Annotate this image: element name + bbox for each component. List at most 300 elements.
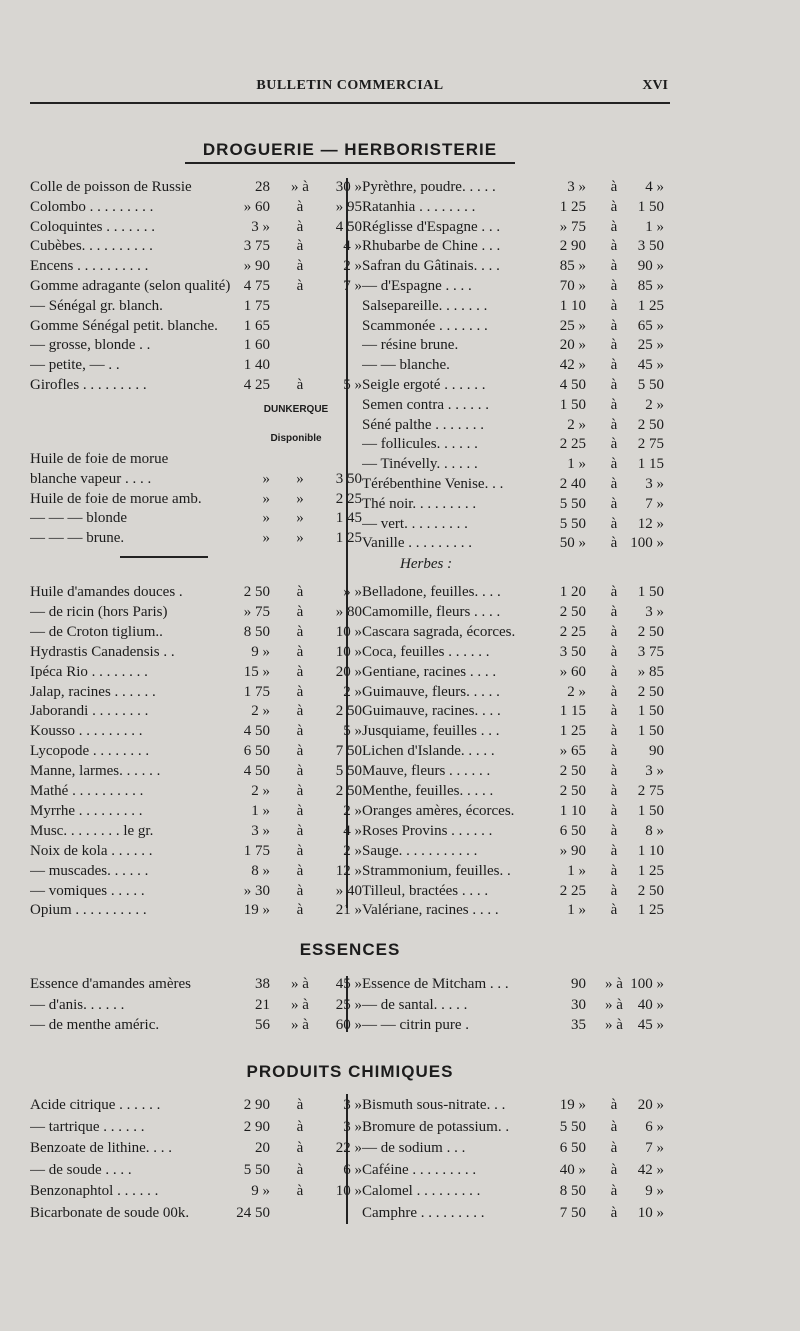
price-low: 9 » [251, 1183, 270, 1199]
price-low: 7 50 [559, 1204, 586, 1221]
price-row [30, 316, 340, 336]
price-high: » 95 [335, 198, 362, 215]
price-low: 2 25 [559, 882, 586, 899]
price-separator: à [296, 258, 304, 275]
price-low: » [262, 470, 270, 487]
price-low: 25 » [559, 317, 586, 334]
item-name: — résine brune. [362, 337, 459, 354]
item-name: Coloquintes . . . . . . . [30, 218, 156, 235]
price-high: 20 » [637, 1097, 664, 1113]
price-row [30, 861, 362, 881]
price-low: 3 » [251, 218, 270, 235]
price-row [362, 841, 672, 861]
price-row [362, 514, 672, 534]
price-high: 2 50 [637, 623, 664, 640]
item-name: Calomel . . . . . . . . . [362, 1183, 481, 1199]
price-row [30, 177, 362, 197]
price-row [362, 236, 672, 256]
price-low: 8 50 [243, 623, 270, 640]
price-separator: à [296, 683, 304, 700]
price-low: 1 25 [559, 723, 586, 740]
price-high: 3 50 [637, 238, 664, 255]
item-name: — de sodium . . . [362, 1140, 466, 1156]
price-high: 4 » [343, 238, 362, 255]
price-row [362, 1181, 672, 1201]
price-high: 4 » [343, 822, 362, 839]
item-name: Mauve, fleurs . . . . . . [362, 763, 491, 780]
price-low: 4 50 [243, 763, 270, 780]
item-name: — vomiques . . . . . [30, 882, 145, 899]
price-high: 45 » [637, 1017, 664, 1033]
item-name: Hydrastis Canadensis . . [30, 643, 175, 660]
price-low: » 30 [243, 882, 270, 899]
price-high: 10 » [335, 643, 362, 660]
price-separator: à [610, 238, 618, 255]
price-low: 1 25 [559, 198, 586, 215]
item-name: Tilleul, bractées . . . . [362, 882, 489, 899]
item-name: Ratanhia . . . . . . . . [362, 198, 476, 215]
price-high: 2 50 [335, 703, 362, 720]
price-low: 3 75 [243, 238, 270, 255]
price-row [362, 1138, 672, 1158]
item-name: — grosse, blonde . . [30, 337, 151, 354]
item-name: Girofles . . . . . . . . . [30, 377, 147, 393]
price-row [362, 801, 672, 821]
price-row [362, 454, 672, 474]
item-name: Jusquiame, feuilles . . . [362, 723, 500, 740]
price-low: 2 50 [559, 783, 586, 799]
price-separator: » à [605, 996, 623, 1013]
price-low: 6 50 [559, 822, 586, 839]
price-row [30, 682, 362, 702]
price-row [362, 900, 672, 920]
price-high: 12 » [335, 862, 362, 879]
section-rule [120, 556, 208, 558]
price-high: 5 » [343, 377, 362, 393]
price-separator: à [296, 1161, 304, 1178]
price-high: 2 75 [637, 783, 664, 799]
price-separator: à [296, 763, 304, 780]
item-name: Essence de Mitcham . . . [362, 976, 509, 992]
item-name: — Tinévelly. . . . . . [362, 456, 478, 473]
price-row [30, 1181, 362, 1201]
price-separator: à [296, 822, 304, 839]
item-name: — — blanche. [362, 357, 450, 374]
price-high: 45 » [637, 357, 664, 374]
price-low: 2 » [567, 416, 586, 433]
item-name: Jalap, racines . . . . . . [30, 683, 156, 700]
item-name: Ipéca Rio . . . . . . . . [30, 663, 148, 680]
price-high: 7 » [645, 1140, 664, 1156]
price-low: 1 20 [559, 584, 586, 600]
price-row [362, 296, 672, 316]
price-row [362, 761, 672, 781]
price-low: » [262, 490, 270, 507]
price-separator: à [296, 842, 304, 859]
price-row [362, 1095, 672, 1115]
price-separator: » à [291, 976, 309, 992]
price-low: 19 » [559, 1097, 586, 1113]
price-row [362, 1203, 672, 1223]
price-low: 20 » [559, 337, 586, 354]
item-name: — vert. . . . . . . . . [362, 515, 468, 532]
price-row [362, 276, 672, 296]
price-low: 5 50 [559, 1118, 586, 1135]
price-row [362, 316, 672, 336]
price-low: 8 50 [559, 1183, 586, 1199]
price-high: 1 50 [637, 584, 664, 600]
price-separator: à [610, 862, 618, 879]
price-high: 3 » [645, 763, 664, 780]
item-name: — Sénégal gr. blanch. [30, 297, 163, 314]
price-low: » [262, 510, 270, 527]
item-name: Benzoate de lithine. . . . [30, 1140, 173, 1156]
price-row [30, 375, 362, 395]
item-name: Huile d'amandes douces . [30, 584, 183, 600]
price-high: 1 50 [637, 198, 664, 215]
price-low: 90 [571, 976, 586, 992]
price-low: 1 15 [559, 703, 586, 720]
price-separator: à [610, 476, 618, 492]
item-name: Rhubarbe de Chine . . . [362, 238, 501, 255]
price-high: 65 » [637, 317, 664, 334]
price-separator: » à [291, 1017, 309, 1033]
item-name: Menthe, feuilles. . . . . [362, 783, 494, 799]
item-name: — de ricin (hors Paris) [30, 603, 168, 620]
price-separator: à [610, 377, 618, 393]
price-separator: à [296, 1118, 304, 1135]
price-separator: à [296, 802, 304, 819]
price-high: 1 25 [335, 530, 362, 547]
price-high: 1 » [645, 218, 664, 235]
price-low: 6 50 [559, 1140, 586, 1156]
price-separator: à [610, 278, 618, 294]
price-low: 1 » [567, 862, 586, 879]
price-low: 9 » [251, 643, 270, 660]
price-row [30, 449, 340, 469]
price-low: 1 75 [243, 297, 270, 314]
price-high: 7 » [645, 495, 664, 512]
price-low: 2 » [251, 783, 270, 799]
price-row [30, 821, 362, 841]
price-separator: » à [291, 996, 309, 1013]
price-high: 7 » [343, 278, 362, 294]
price-row [30, 1138, 362, 1158]
price-high: 1 50 [637, 703, 664, 720]
price-row [30, 256, 362, 276]
price-low: 2 » [251, 703, 270, 720]
item-name: Roses Provins . . . . . . [362, 822, 493, 839]
item-name: Colombo . . . . . . . . . [30, 198, 154, 215]
price-separator: » [296, 510, 304, 527]
price-low: 2 90 [559, 238, 586, 255]
price-row [30, 528, 362, 548]
price-row [362, 741, 672, 761]
price-separator: à [296, 623, 304, 640]
price-separator: à [296, 743, 304, 760]
price-high: 1 50 [637, 802, 664, 819]
item-name: — de santal. . . . . [362, 996, 468, 1013]
price-low: 38 [255, 976, 270, 992]
item-name: Encens . . . . . . . . . . [30, 258, 149, 275]
price-high: 10 » [335, 623, 362, 640]
price-high: 90 [649, 743, 664, 760]
price-row [30, 1015, 362, 1035]
item-name: Bismuth sous-nitrate. . . [362, 1097, 506, 1113]
price-row [30, 1203, 340, 1223]
item-name: Valériane, racines . . . . [362, 902, 499, 919]
price-high: 2 75 [637, 436, 664, 453]
price-low: 50 » [559, 535, 586, 552]
price-separator: à [610, 1161, 618, 1178]
item-name: Oranges amères, écorces. [362, 802, 515, 819]
price-low: 2 50 [243, 584, 270, 600]
price-separator: à [610, 584, 618, 600]
price-row [362, 474, 672, 494]
item-name: Séné palthe . . . . . . . [362, 416, 485, 433]
price-high: 21 » [335, 902, 362, 919]
price-low: 3 » [251, 822, 270, 839]
price-separator: à [296, 198, 304, 215]
price-high: » 40 [335, 882, 362, 899]
price-row [30, 741, 362, 761]
price-low: 8 » [251, 862, 270, 879]
price-row [362, 1015, 672, 1035]
price-row [362, 881, 672, 901]
price-low: 4 25 [243, 377, 270, 393]
price-low: 30 [571, 996, 586, 1013]
price-high: 40 » [637, 996, 664, 1013]
price-high: 5 » [343, 723, 362, 740]
item-name: Salsepareille. . . . . . . [362, 297, 488, 314]
price-high: 2 » [343, 258, 362, 275]
price-low: 1 10 [559, 297, 586, 314]
item-name: Mathé . . . . . . . . . . [30, 783, 144, 799]
price-row [30, 582, 362, 602]
price-separator: à [296, 218, 304, 235]
item-name: Gentiane, racines . . . . [362, 663, 497, 680]
price-low: 1 » [567, 902, 586, 919]
price-separator: à [610, 1140, 618, 1156]
price-row [362, 395, 672, 415]
price-separator: à [610, 603, 618, 620]
price-low: 1 » [251, 802, 270, 819]
price-high: 2 25 [335, 490, 362, 507]
item-name: — muscades. . . . . . [30, 862, 149, 879]
price-separator: à [610, 297, 618, 314]
item-name: Vanille . . . . . . . . . [362, 535, 472, 552]
price-low: » 75 [559, 218, 586, 235]
item-name: Colle de poisson de Russie [30, 179, 192, 195]
item-name: — — — brune. [30, 530, 125, 547]
price-separator: à [610, 179, 618, 195]
price-low: 5 50 [559, 495, 586, 512]
price-separator: à [610, 1097, 618, 1113]
price-separator: à [610, 703, 618, 720]
price-separator: » [296, 470, 304, 487]
price-row [362, 434, 672, 454]
price-row [30, 236, 362, 256]
price-high: 6 » [343, 1161, 362, 1178]
price-row [30, 761, 362, 781]
price-high: 3 75 [637, 643, 664, 660]
item-name: Caféine . . . . . . . . . [362, 1161, 477, 1178]
price-row [30, 974, 362, 994]
price-low: 2 50 [559, 763, 586, 780]
item-name: — follicules. . . . . . [362, 436, 478, 453]
item-name: Noix de kola . . . . . . [30, 842, 153, 859]
price-separator: à [610, 535, 618, 552]
price-row [30, 217, 362, 237]
price-low: 3 » [567, 179, 586, 195]
price-high: 3 50 [335, 470, 362, 487]
price-low: 2 50 [559, 603, 586, 620]
price-row [362, 662, 672, 682]
section-title-produits-chimiques: PRODUITS CHIMIQUES [246, 1062, 454, 1081]
item-name: Thé noir. . . . . . . . . [362, 495, 477, 512]
item-name: Huile de foie de morue amb. [30, 490, 202, 507]
price-separator: à [610, 456, 618, 473]
price-row [30, 355, 340, 375]
price-row [30, 900, 362, 920]
price-separator: à [610, 218, 618, 235]
price-row [30, 801, 362, 821]
item-name: Safran du Gâtinais. . . . [362, 258, 500, 275]
price-row [30, 197, 362, 217]
price-low: 35 [571, 1017, 586, 1033]
price-low: 5 50 [243, 1161, 270, 1178]
price-row [362, 701, 672, 721]
price-separator: à [610, 763, 618, 780]
price-high: 60 » [335, 1017, 362, 1033]
price-row [30, 276, 362, 296]
price-row [362, 335, 672, 355]
price-separator: à [610, 663, 618, 680]
bulletin-title: BULLETIN COMMERCIAL [256, 78, 444, 93]
price-low: 40 » [559, 1161, 586, 1178]
price-row [362, 494, 672, 514]
item-name: Bromure de potassium. . [362, 1118, 510, 1135]
item-name: Essence d'amandes amères [30, 976, 191, 992]
price-low: 19 » [243, 902, 270, 919]
price-low: » [262, 530, 270, 547]
item-name: Camphre . . . . . . . . . [362, 1204, 485, 1221]
price-high: 90 » [637, 258, 664, 275]
price-separator: à [296, 1140, 304, 1156]
price-separator: à [296, 643, 304, 660]
price-row [362, 415, 672, 435]
price-separator: à [610, 198, 618, 215]
price-row [362, 821, 672, 841]
price-row [362, 781, 672, 801]
dunkerque-label: DUNKERQUE [263, 404, 329, 415]
price-separator: » [296, 490, 304, 507]
price-high: » 85 [637, 663, 664, 680]
price-separator: à [610, 396, 618, 413]
item-name: Scammonée . . . . . . . [362, 317, 488, 334]
item-name: Cubèbes. . . . . . . . . . [30, 238, 153, 255]
price-row [30, 841, 362, 861]
price-row [30, 642, 362, 662]
item-name: — — citrin pure . [362, 1017, 470, 1033]
price-separator: à [296, 783, 304, 799]
item-name: Semen contra . . . . . . [362, 396, 490, 413]
price-separator: à [610, 515, 618, 532]
price-low: 21 [255, 996, 270, 1013]
item-name: — petite, — . . [30, 357, 120, 374]
price-row [362, 355, 672, 375]
price-row [362, 995, 672, 1015]
price-high: 85 » [637, 278, 664, 294]
price-low: 85 » [559, 258, 586, 275]
price-separator: à [610, 902, 618, 919]
price-row [362, 375, 672, 395]
item-name: — de soude . . . . [30, 1161, 132, 1178]
price-separator: à [610, 357, 618, 374]
price-low: 28 [255, 179, 270, 195]
price-low: 56 [255, 1017, 270, 1033]
price-separator: à [296, 902, 304, 919]
price-low: 2 90 [243, 1097, 270, 1113]
price-separator: » à [605, 976, 623, 992]
section-title-droguerie: DROGUERIE — HERBORISTERIE [202, 140, 498, 159]
item-name: Guimauve, racines. . . . [362, 703, 501, 720]
price-row [30, 881, 362, 901]
price-row [362, 533, 672, 553]
price-separator: à [610, 436, 618, 453]
price-high: 30 » [335, 179, 362, 195]
item-name: Cascara sagrada, écorces. [362, 623, 516, 640]
price-separator: à [296, 238, 304, 255]
price-row [30, 1095, 362, 1115]
price-low: 2 » [567, 683, 586, 700]
price-high: 12 » [637, 515, 664, 532]
item-name: Myrrhe . . . . . . . . . [30, 802, 143, 819]
price-low: 1 60 [243, 337, 270, 354]
price-row [30, 469, 362, 489]
item-name: — tartrique . . . . . . [30, 1118, 145, 1135]
price-separator: à [296, 1183, 304, 1199]
herbes-subheading: Herbes : [400, 556, 453, 572]
price-high: 8 » [645, 822, 664, 839]
price-high: 2 » [343, 842, 362, 859]
price-low: 1 10 [559, 802, 586, 819]
price-low: » 90 [559, 842, 586, 859]
price-row [362, 256, 672, 276]
price-high: 9 » [645, 1183, 664, 1199]
price-high: 1 50 [637, 723, 664, 740]
price-low: » 65 [559, 743, 586, 760]
price-low: 6 50 [243, 743, 270, 760]
item-name: Guimauve, fleurs. . . . . [362, 683, 500, 700]
price-low: 4 50 [559, 377, 586, 393]
price-high: 1 45 [335, 510, 362, 527]
price-high: 25 » [335, 996, 362, 1013]
price-high: 5 50 [637, 377, 664, 393]
price-high: 20 » [335, 663, 362, 680]
price-high: 3 » [343, 1097, 362, 1113]
price-row [30, 489, 362, 509]
price-row [30, 781, 362, 801]
price-separator: à [610, 822, 618, 839]
price-low: » 90 [243, 258, 270, 275]
price-low: 1 » [567, 456, 586, 473]
price-row [30, 622, 362, 642]
price-separator: à [296, 663, 304, 680]
page-number: XVI [642, 78, 668, 93]
price-low: » 75 [243, 603, 270, 620]
price-separator: » à [291, 179, 309, 195]
